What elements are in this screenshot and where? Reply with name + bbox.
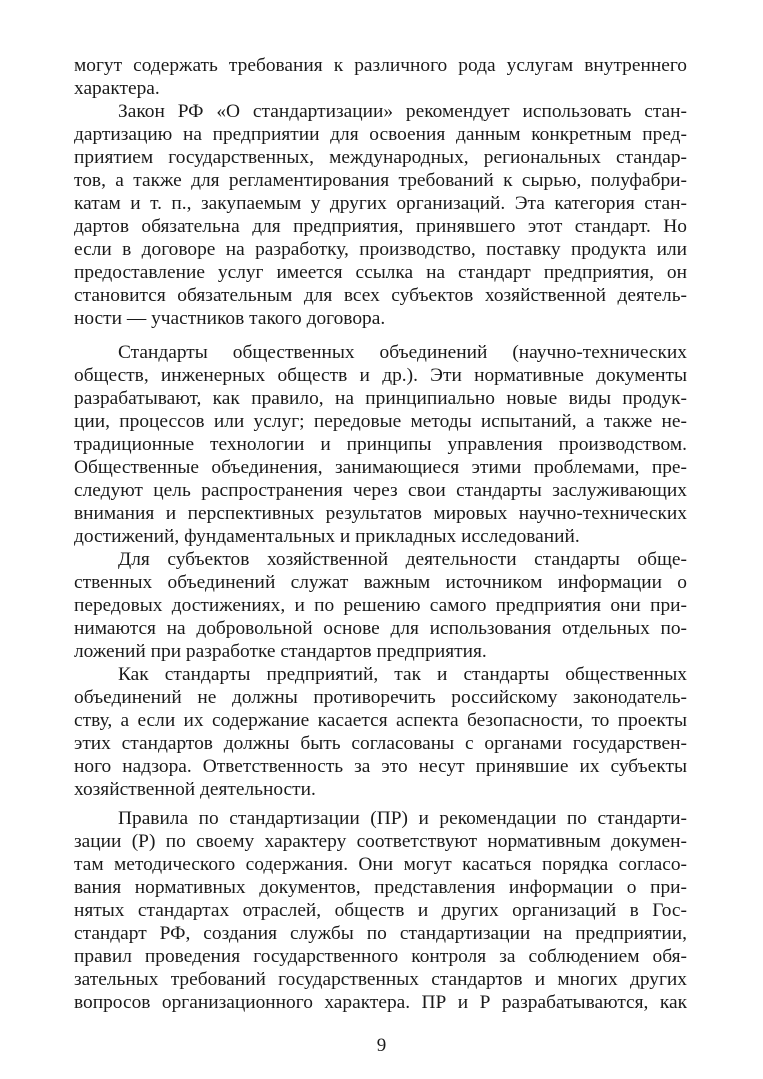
text-line: там методического содержания. Они могут касаться порядка согласо- xyxy=(74,854,687,875)
text-line: вопросов организационного характера. ПР и Р разрабатываются, как xyxy=(74,992,687,1013)
text-line: традиционные технологии и принципы управления производством. xyxy=(74,434,687,455)
text-line: ственных объединений служат важным источником информации о xyxy=(74,572,687,593)
text-line: ного надзора. Ответственность за это несут принявшие их субъекты xyxy=(74,756,687,777)
text-line: ности — участников такого договора. xyxy=(74,308,386,329)
text-line: следуют цель распространения через свои стандарты заслуживающих xyxy=(74,480,687,501)
text-line: если в договоре на разработку, производство, поставку продукта или xyxy=(74,239,687,260)
text-line: ству, а если их содержание касается аспекта безопасности, то проекты xyxy=(74,710,687,731)
text-line: дартов обязательна для предприятия, принявшего этот стандарт. Но xyxy=(74,216,687,237)
text-line: тов, а также для регламентирования требований к сырью, полуфабри- xyxy=(74,170,687,191)
text-line: этих стандартов должны быть согласованы с органами государствен- xyxy=(74,733,687,754)
text-line: ложений при разработке стандартов предприятия. xyxy=(74,641,487,662)
text-line: характера. xyxy=(74,78,160,99)
text-line: Для субъектов хозяйственной деятельности стандарты обще- xyxy=(118,549,687,570)
text-line: достижений, фундаментальных и прикладных исследований. xyxy=(74,526,580,547)
text-line: могут содержать требования к различного рода услугам внутреннего xyxy=(74,55,687,76)
text-line: правил проведения государственного контроля за соблюдением обя- xyxy=(74,946,687,967)
text-line: передовых достижениях, и по решению самого предприятия они при- xyxy=(74,595,687,616)
text-line: хозяйственной деятельности. xyxy=(74,779,316,800)
text-line: зательных требований государственных стандартов и многих других xyxy=(74,969,687,990)
text-line: стандарт РФ, создания службы по стандартизации на предприятии, xyxy=(74,923,687,944)
text-line: становится обязательным для всех субъектов хозяйственной деятель- xyxy=(74,285,687,306)
text-line: приятием государственных, международных, региональных стандар- xyxy=(74,147,687,168)
text-line: вания нормативных документов, представления информации о при- xyxy=(74,877,687,898)
text-line: нимаются на добровольной основе для использования отдельных по- xyxy=(74,618,687,639)
text-line: нятых стандартах отраслей, обществ и других организаций в Гос- xyxy=(74,900,687,921)
text-line: зации (Р) по своему характеру соответствуют нормативным докумен- xyxy=(74,831,687,852)
text-line: ции, процессов или услуг; передовые методы испытаний, а также не- xyxy=(74,411,687,432)
text-line: дартизацию на предприятии для освоения данным конкретным пред- xyxy=(74,124,687,145)
text-line: Правила по стандартизации (ПР) и рекомендации по стандарти- xyxy=(118,808,687,829)
page-number: 9 xyxy=(376,1035,387,1056)
text-line: Стандарты общественных объединений (научно-технических xyxy=(118,342,687,363)
text-line: катам и т. п., закупаемым у других организаций. Эта категория стан- xyxy=(74,193,687,214)
text-line: Закон РФ «О стандартизации» рекомендует использовать стан- xyxy=(118,101,687,122)
text-line: обществ, инженерных обществ и др.). Эти нормативные документы xyxy=(74,365,687,386)
text-line: Общественные объединения, занимающиеся этими проблемами, пре- xyxy=(74,457,687,478)
text-line: разрабатывают, как правило, на принципиально новые виды продук- xyxy=(74,388,687,409)
text-line: внимания и перспективных результатов мировых научно-технических xyxy=(74,503,687,524)
text-line: Как стандарты предприятий, так и стандарты общественных xyxy=(118,664,687,685)
text-line: предоставление услуг имеется ссылка на стандарт предприятия, он xyxy=(74,262,687,283)
text-line: объединений не должны противоречить российскому законодатель- xyxy=(74,687,687,708)
